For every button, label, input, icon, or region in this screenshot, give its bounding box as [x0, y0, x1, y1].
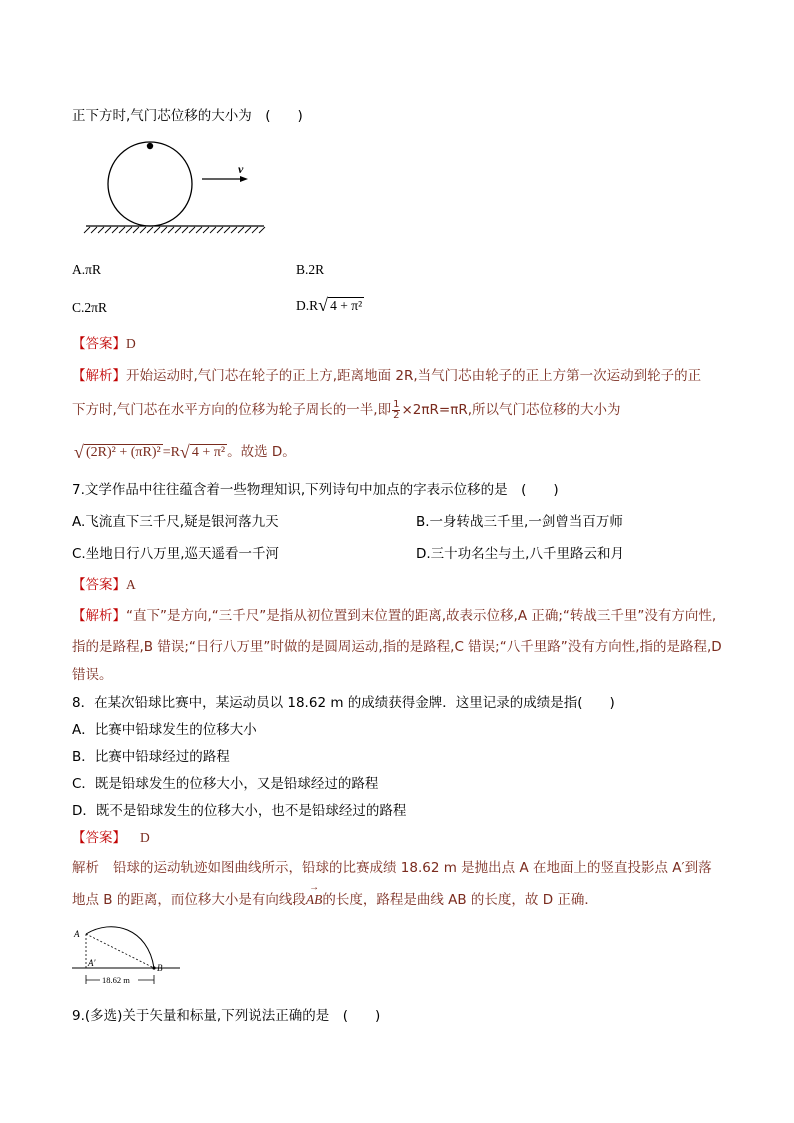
q8-answer: 【答案】 D	[72, 830, 150, 846]
point-b-dot	[152, 966, 155, 969]
shot-put-figure	[72, 924, 182, 990]
q8-option-d: D．既不是铅球发生的位移大小，也不是铅球经过的路程	[72, 803, 407, 819]
q6-analysis-line2: 下方时,气门芯在水平方向的位移为轮子周长的一半,即 $\frac{1}{2}$ ×2πR=πR,所以气门芯位移的大小为	[72, 398, 621, 421]
q6-analysis-line1: 【解析】开始运动时,气门芯在轮子的正上方,距离地面 2R,当气门芯由轮子的正上方第一次运动到轮子的正	[72, 368, 702, 384]
sqrt-symbol: √ 4 + π²	[318, 298, 364, 314]
trajectory-curve	[86, 927, 154, 968]
q9-stem: 9.(多选)关于矢量和标量,下列说法正确的是 ( )	[72, 1008, 381, 1024]
ground-hatch	[84, 227, 265, 233]
q6-answer: 【答案】D	[72, 336, 136, 352]
q7-answer: 【答案】A	[72, 577, 136, 593]
distance-label: 18.62 m	[102, 975, 130, 985]
q6-analysis-line3: √ (2R)² + (πR)² =R√ 4 + π² 。故选 D。	[74, 440, 296, 461]
q8-option-b: B．比赛中铅球经过的路程	[72, 749, 230, 765]
q8-option-c: C．既是铅球发生的位移大小，又是铅球经过的路程	[72, 776, 379, 792]
wheel-circle	[108, 142, 192, 226]
velocity-label: v	[238, 162, 244, 176]
q6-option-a: A.πR	[72, 262, 101, 277]
q7-analysis-line2: 指的是路程,B 错误;“日行八万里”时做的是圆周运动,指的是路程,C 错误;“八千里路”没有方向性,指的是路程,D	[72, 639, 722, 655]
q7-option-c: C.坐地日行八万里,巡天遥看一千河	[72, 546, 280, 562]
fraction-half: $\frac{1}{2}$	[393, 398, 400, 421]
q6-option-d: D.R√ 4 + π²	[296, 298, 364, 314]
q7-option-d: D.三十功名尘与土,八千里路云和月	[416, 546, 624, 562]
q7-option-b: B.一身转战三千里,一剑曾当百万师	[416, 514, 623, 530]
label-a: A	[74, 929, 80, 939]
q7-analysis-line3: 错误。	[72, 667, 113, 683]
vector-ab: → AB	[306, 892, 323, 908]
velocity-arrow-head	[240, 176, 248, 182]
q8-option-a: A．比赛中铅球发生的位移大小	[72, 722, 257, 738]
q6-option-c: C.2πR	[72, 300, 107, 315]
q8-analysis-line2: 地点 B 的距离，而位移大小是有向线段→ AB的长度，路程是曲线 AB 的长度，故 D 正确．	[72, 888, 598, 908]
q6-stem: 正下方时,气门芯位移的大小为 ( )	[72, 108, 303, 124]
q7-analysis-line1: 【解析】“直下”是方向,“三千尺”是指从初位置到末位置的距离,故表示位移,A 正确;“转战三千里”没有方向性,	[72, 608, 717, 624]
label-a-prime: A′	[88, 958, 96, 968]
wheel-figure	[80, 136, 280, 236]
displacement-line	[86, 934, 154, 968]
valve-core-dot	[147, 143, 153, 149]
q7-option-a: A.飞流直下三千尺,疑是银河落九天	[72, 514, 279, 530]
q6-option-b: B.2R	[296, 262, 325, 277]
q8-stem: 8．在某次铅球比赛中，某运动员以 18.62 m 的成绩获得金牌．这里记录的成绩是指( )	[72, 695, 615, 711]
q8-analysis-line1: 解析 铅球的运动轨迹如图曲线所示，铅球的比赛成绩 18.62 m 是抛出点 A 在地面上的竖直投影点 A′到落	[72, 860, 712, 876]
q7-stem: 7.文学作品中往往蕴含着一些物理知识,下列诗句中加点的字表示位移的是 ( )	[72, 482, 559, 498]
label-b: B	[157, 963, 163, 973]
